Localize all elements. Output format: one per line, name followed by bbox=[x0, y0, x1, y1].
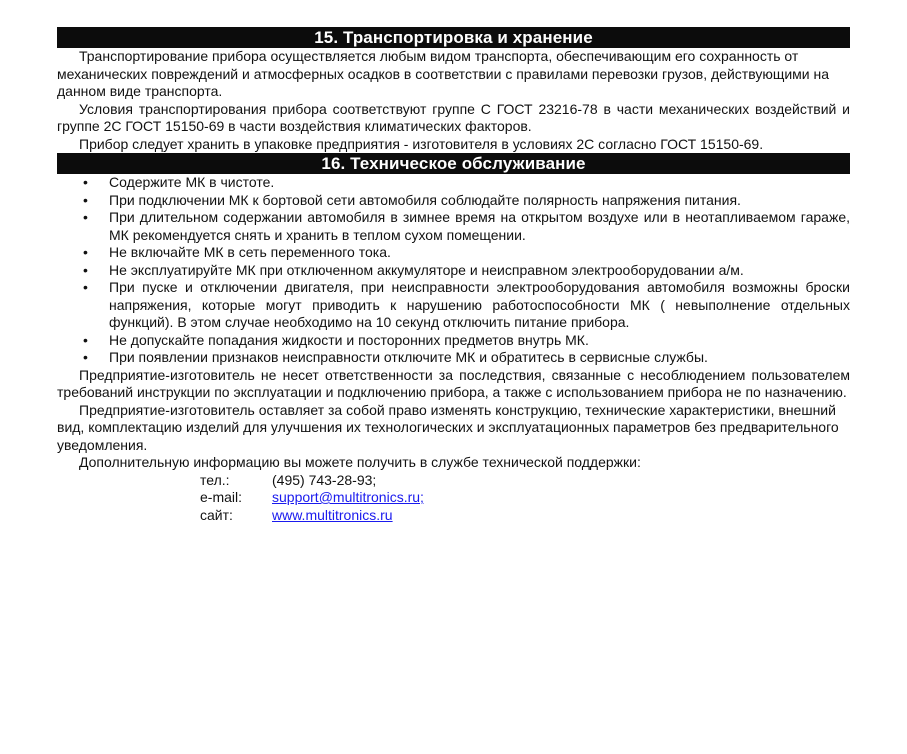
bullet-icon: • bbox=[83, 261, 88, 278]
email-link[interactable]: support@multitronics.ru; bbox=[272, 489, 424, 505]
support-paragraph: Дополнительную информацию вы можете получить в службе технической поддержки: bbox=[79, 454, 641, 470]
list-item-text: При длительном содержании автомобиля в зимнее время на открытом воздухе или в неотапливаемом гараже, МК рекомендуется снять и хранить в теплом сухом помещении. bbox=[109, 209, 850, 243]
list-item-text: При пуске и отключении двигателя, при неисправности электрооборудования автомобиля возможны броски напряжения, которые могут приводить к нарушению работоспособности МК ( невыполнение отдельных функций). В этом случае необходимо на 10 секунд отключить питание прибора. bbox=[109, 279, 850, 330]
list-item-text: При подключении МК к бортовой сети автомобиля соблюдайте полярность напряжения питания. bbox=[109, 191, 741, 208]
liability-paragraph: Предприятие-изготовитель не несет ответственности за последствия, связанные с несоблюдением пользователем требований инструкции по эксплуатации и подключению прибора, а также с использованием прибора не по назначению. bbox=[57, 366, 850, 400]
list-item-text: Не эксплуатируйте МК при отключенном аккумуляторе и неисправном электрооборудовании а/м. bbox=[109, 261, 744, 278]
section-16-header: 16. Техническое обслуживание bbox=[57, 153, 850, 174]
email-label: e-mail: bbox=[200, 489, 243, 505]
phone-value: (495) 743-28-93; bbox=[272, 471, 377, 488]
list-item bbox=[57, 262, 850, 280]
bullet-icon: • bbox=[83, 174, 88, 190]
maintenance-list bbox=[57, 174, 850, 367]
site-row bbox=[200, 507, 850, 525]
bullet-icon: • bbox=[83, 191, 88, 208]
email-row bbox=[200, 489, 850, 507]
phone-row bbox=[200, 472, 850, 490]
list-item-text: Не допускайте попадания жидкости и посторонних предметов внутрь МК. bbox=[109, 331, 589, 348]
list-item-text: Содержите МК в чистоте. bbox=[109, 174, 275, 190]
list-item-text: При появлении признаков неисправности отключите МК и обратитесь в сервисные службы. bbox=[109, 349, 708, 365]
list-item bbox=[57, 349, 850, 367]
section-15-paragraph-2: Условия транспортирования прибора соответствуют группе С ГОСТ 23216-78 в части механических воздействий и группе 2С ГОСТ 15150-69 в части воздействия климатических факторов. bbox=[57, 100, 850, 134]
list-item bbox=[57, 209, 850, 244]
section-15-paragraph-3: Прибор следует хранить в упаковке предприятия - изготовителя в условиях 2С согласно ГОСТ 15150-69. bbox=[79, 135, 764, 152]
list-item bbox=[57, 244, 850, 262]
section-15-paragraph-1: Транспортирование прибора осуществляется любым видом транспорта, обеспечивающим его сохранность от механических повреждений и атмосферных осадков в соответствии с правилами перевозки грузов, действующими на данном виде транспорта. bbox=[57, 48, 830, 99]
bullet-icon: • bbox=[83, 279, 88, 295]
bullet-icon: • bbox=[83, 244, 88, 260]
rights-paragraph: Предприятие-изготовитель оставляет за собой право изменять конструкцию, технические характеристики, внешний вид, комплектацию изделий для улучшения их технологических и эксплуатационных параметров без предварительного уведомления. bbox=[57, 401, 839, 453]
list-item bbox=[57, 279, 850, 332]
document-content bbox=[57, 27, 850, 524]
list-item bbox=[57, 332, 850, 350]
list-item-text: Не включайте МК в сеть переменного тока. bbox=[109, 244, 391, 260]
site-label: сайт: bbox=[200, 506, 233, 523]
site-link[interactable]: www.multitronics.ru bbox=[272, 506, 393, 523]
bullet-icon: • bbox=[83, 209, 88, 225]
bullet-icon: • bbox=[83, 331, 88, 348]
phone-label: тел.: bbox=[200, 471, 230, 488]
list-item bbox=[57, 174, 850, 192]
list-item bbox=[57, 192, 850, 210]
section-15-header: 15. Транспортировка и хранение bbox=[57, 27, 850, 48]
bullet-icon: • bbox=[83, 349, 88, 365]
contact-block bbox=[200, 472, 850, 525]
